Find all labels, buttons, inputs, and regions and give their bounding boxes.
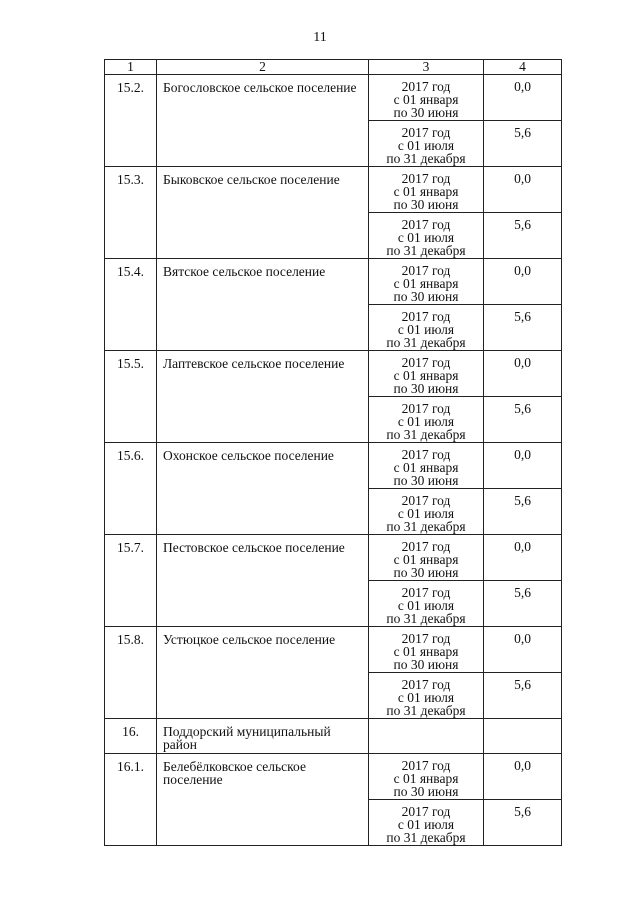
period-cell [369,535,484,581]
period-end: по 31 декабря [386,703,466,718]
period-cell [369,719,484,754]
table-row [105,719,562,754]
row-number: 15.2. [105,75,157,167]
period-year: 2017 год [401,447,451,462]
territory-name: Богословское сельское поселение [157,75,369,167]
period-end: по 31 декабря [386,243,466,258]
period-end: по 31 декабря [386,519,466,534]
period-cell [369,800,484,846]
period-year: 2017 год [401,355,451,370]
rate-value: 0,0 [484,351,562,397]
rate-cell [484,719,562,754]
period-end: по 31 декабря [386,830,466,845]
header-row [105,60,562,75]
rates-table [104,59,562,846]
period-cell [369,75,484,121]
period-start: с 01 июля [397,138,455,153]
period-end: по 31 декабря [386,427,466,442]
period-end: по 30 июня [393,289,459,304]
period-start: с 01 июля [397,690,455,705]
rate-value: 5,6 [484,673,562,719]
period-year: 2017 год [401,631,451,646]
period-start: с 01 января [393,460,459,475]
column-header: 3 [369,60,484,75]
period-cell [369,627,484,673]
territory-name: Устюцкое сельское поселение [157,627,369,719]
period-start: с 01 июля [397,506,455,521]
period-cell [369,213,484,259]
rate-value: 5,6 [484,397,562,443]
table-row [105,75,562,121]
row-number: 16.1. [105,754,157,846]
period-end: по 30 июня [393,197,459,212]
period-cell [369,259,484,305]
period-end: по 30 июня [393,565,459,580]
period-start: с 01 января [393,771,459,786]
territory-name: Быковское сельское поселение [157,167,369,259]
period-cell [369,305,484,351]
table-row [105,443,562,489]
period-start: с 01 января [393,184,459,199]
period-cell [369,121,484,167]
period-cell [369,581,484,627]
period-end: по 31 декабря [386,151,466,166]
rate-value: 5,6 [484,489,562,535]
period-year: 2017 год [401,217,451,232]
column-header: 1 [105,60,157,75]
rate-value: 0,0 [484,535,562,581]
period-year: 2017 год [401,585,451,600]
table-row [105,351,562,397]
period-year: 2017 год [401,171,451,186]
period-cell [369,443,484,489]
row-number: 15.8. [105,627,157,719]
rate-value: 0,0 [484,75,562,121]
rate-value: 5,6 [484,581,562,627]
period-end: по 31 декабря [386,611,466,626]
table-row [105,535,562,581]
period-year: 2017 год [401,263,451,278]
period-end: по 30 июня [393,784,459,799]
rate-value: 5,6 [484,213,562,259]
period-year: 2017 год [401,677,451,692]
territory-name: Пестовское сельское поселение [157,535,369,627]
row-number: 15.5. [105,351,157,443]
period-end: по 30 июня [393,657,459,672]
period-start: с 01 июля [397,230,455,245]
period-end: по 30 июня [393,105,459,120]
territory-name: Лаптевское сельское поселение [157,351,369,443]
row-number: 15.3. [105,167,157,259]
table-row [105,167,562,213]
territory-name: Белебёлковское сельское поселение [157,754,369,846]
period-end: по 31 декабря [386,335,466,350]
period-year: 2017 год [401,539,451,554]
period-cell [369,167,484,213]
period-start: с 01 января [393,276,459,291]
column-header: 2 [157,60,369,75]
table-row [105,259,562,305]
rate-value: 5,6 [484,121,562,167]
row-number: 16. [105,719,157,754]
column-header: 4 [484,60,562,75]
rate-value: 0,0 [484,167,562,213]
period-year: 2017 год [401,79,451,94]
period-end: по 30 июня [393,473,459,488]
period-year: 2017 год [401,758,451,773]
period-start: с 01 июля [397,414,455,429]
rate-value: 5,6 [484,305,562,351]
rate-value: 0,0 [484,627,562,673]
period-year: 2017 год [401,309,451,324]
period-cell [369,351,484,397]
period-cell [369,673,484,719]
territory-name: Охонское сельское поселение [157,443,369,535]
territory-name: Вятское сельское поселение [157,259,369,351]
row-number: 15.7. [105,535,157,627]
period-cell [369,754,484,800]
period-start: с 01 июля [397,322,455,337]
period-start: с 01 июля [397,817,455,832]
period-cell [369,489,484,535]
period-start: с 01 января [393,92,459,107]
rate-value: 0,0 [484,443,562,489]
period-start: с 01 января [393,552,459,567]
territory-name: Поддорский муниципальный район [157,719,369,754]
row-number: 15.4. [105,259,157,351]
rate-value: 0,0 [484,754,562,800]
table-row [105,627,562,673]
rate-value: 5,6 [484,800,562,846]
period-start: с 01 января [393,368,459,383]
period-year: 2017 год [401,125,451,140]
period-cell [369,397,484,443]
period-end: по 30 июня [393,381,459,396]
period-year: 2017 год [401,804,451,819]
period-start: с 01 июля [397,598,455,613]
row-number: 15.6. [105,443,157,535]
table-row [105,754,562,800]
page-number: 11 [313,30,327,45]
rate-value: 0,0 [484,259,562,305]
period-year: 2017 год [401,493,451,508]
period-start: с 01 января [393,644,459,659]
period-year: 2017 год [401,401,451,416]
